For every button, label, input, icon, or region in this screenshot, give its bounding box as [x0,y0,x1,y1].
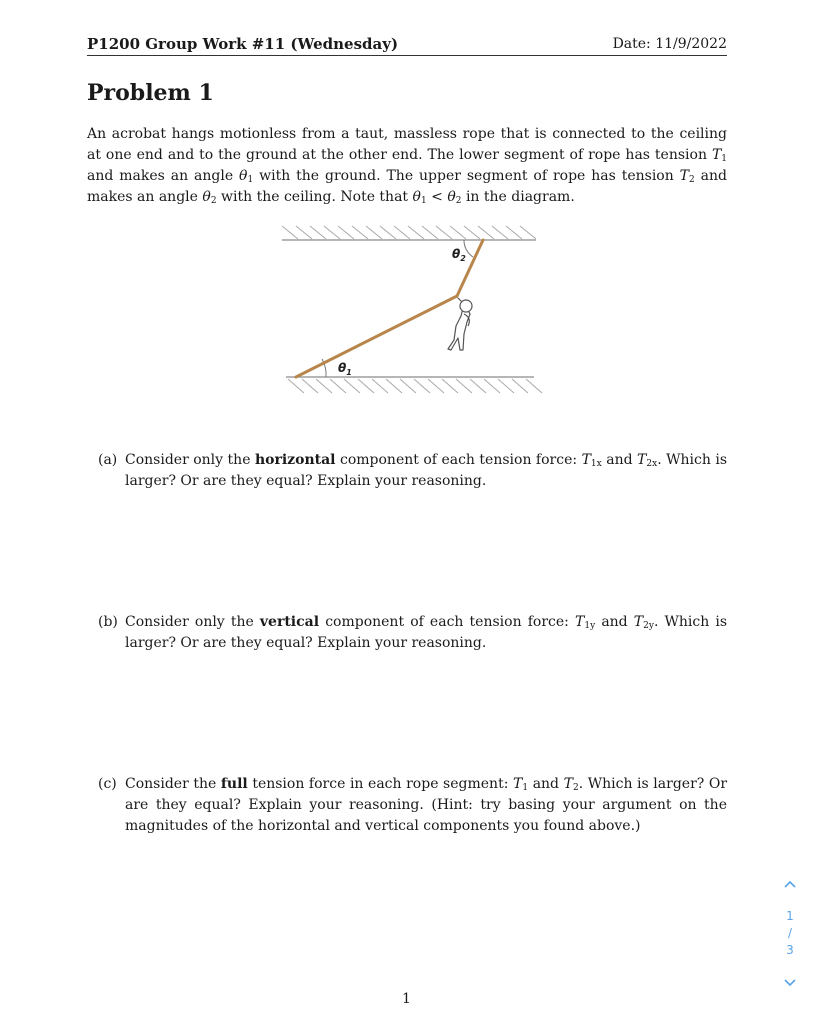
page-number: 1 [402,991,411,1007]
question-label: (b) [98,614,118,630]
acrobat-figure [448,298,472,350]
page-navigator [776,876,804,993]
theta1-label: $\theta_1$ [338,361,352,377]
total-pages: 3 [786,943,794,957]
question-label: (c) [98,776,117,792]
question-c [98,774,727,837]
problem-intro: An acrobat hangs motionless from a taut, massless rope that is connected to the ceiling at one end and to the ground at the other end. The lower segment of rope has tension $T_1$ and makes an angle $\theta_1$ with the ground. The upper segment of rope has tension $T_2$ and makes an angle $\theta_2$ with the ceiling. Note that $\theta_1 < \theta_2$ in the diagram. [87,126,728,206]
chevron-up-icon [783,879,797,889]
next-page-button[interactable] [776,975,804,993]
header-rule [87,55,727,56]
chevron-down-icon [783,978,797,988]
ground-hatching [288,379,542,393]
question-text: Consider only the horizontal component of each tension force: $T_{1x}$ and $T_{2x}$. Which is larger? Or are they equal? Explain your reasoning. [125,452,728,489]
ceiling-hatching [282,226,536,239]
header-title: P1200 Group Work #11 (Wednesday) [87,35,399,53]
header-date: Date: 11/9/2022 [612,36,727,52]
problem-title: Problem 1 [87,80,214,106]
question-text: Consider the full tension force in each rope segment: $T_1$ and $T_2$. Which is larger? Or are they equal? Explain your reasoning. (Hint: try basing your argument on the magnitudes of the horizontal and vertical components you found above.) [125,776,728,834]
acrobat-rope-diagram [280,222,550,407]
current-page: 1 [786,909,794,923]
question-a [98,450,727,492]
question-text: Consider only the vertical component of each tension force: $T_{1y}$ and $T_{2y}$. Which is larger? Or are they equal? Explain your reasoning. [125,614,728,651]
question-b [98,612,727,654]
previous-page-button[interactable] [776,876,804,894]
theta2-label: $\theta_2$ [452,247,466,263]
question-label: (a) [98,452,118,468]
page-separator: / [787,926,793,940]
